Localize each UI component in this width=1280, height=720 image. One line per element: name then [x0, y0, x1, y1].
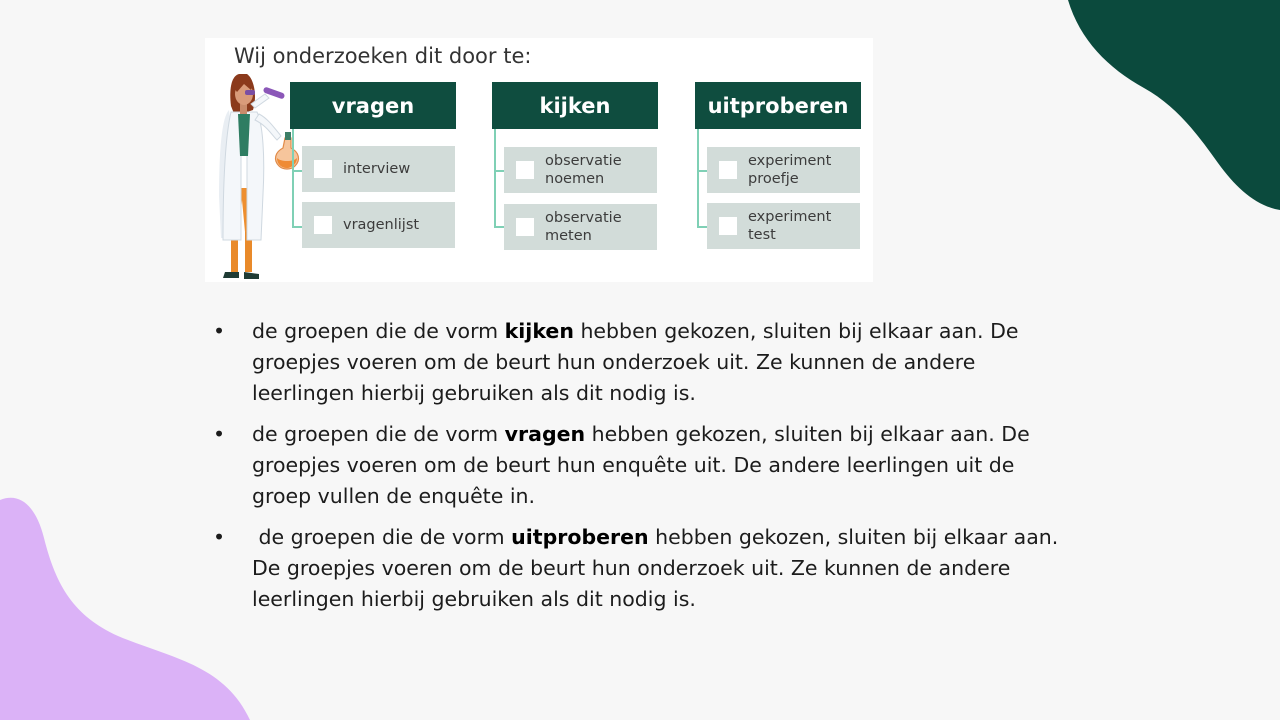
bullet-text-after: hebben gekozen, sluiten bij elkaar aan. De groepjes voeren om de beurt hun onderzoek uit. Ze kunnen de andere leerlingen hierbij gebruiken als dit nodig is.: [252, 525, 1059, 611]
bullet-marker: •: [213, 525, 226, 549]
bullet-keyword: vragen: [504, 422, 586, 446]
column-kijken: [492, 82, 658, 282]
option-label: observatie meten: [545, 210, 622, 244]
bullet-marker: •: [213, 319, 226, 343]
option-box-observatie-meten: [504, 204, 657, 250]
option-box-observatie-noemen: [504, 147, 657, 193]
column-header-kijken: kijken: [492, 82, 658, 129]
option-box-interview: [302, 146, 455, 192]
bullet-text-before: de groepen die de vorm: [252, 422, 505, 446]
option-label: interview: [343, 161, 411, 177]
infographic-panel: [205, 38, 873, 282]
column-header-vragen: vragen: [290, 82, 456, 129]
tree-connector: [292, 129, 302, 274]
checkbox[interactable]: [314, 216, 332, 234]
option-box-experiment-proefje: [707, 147, 860, 193]
checkbox[interactable]: [516, 161, 534, 179]
column-vragen: [290, 82, 456, 282]
column-uitproberen: [695, 82, 861, 282]
list-item: [210, 316, 1060, 409]
checkbox[interactable]: [516, 218, 534, 236]
bullet-text-before: de groepen die de vorm: [252, 319, 505, 343]
tree-connector: [494, 129, 504, 274]
bullet-keyword: uitproberen: [511, 525, 649, 549]
option-label: experiment proefje: [748, 153, 832, 187]
instruction-list: [210, 316, 1060, 625]
infographic-title: Wij onderzoeken dit door te:: [234, 44, 532, 68]
bullet-text-before: de groepen die de vorm: [252, 525, 512, 549]
option-label: vragenlijst: [343, 217, 420, 233]
tree-connector: [697, 129, 707, 274]
decorative-blob-green: [1068, 0, 1280, 212]
list-item: [210, 522, 1060, 615]
list-item: [210, 419, 1060, 512]
checkbox[interactable]: [719, 161, 737, 179]
checkbox[interactable]: [314, 160, 332, 178]
blob-green-shape: [1068, 0, 1280, 210]
bullet-keyword: kijken: [504, 319, 574, 343]
option-box-experiment-test: [707, 203, 860, 249]
bullet-text-after: hebben gekozen, sluiten bij elkaar aan. De groepjes voeren om de beurt hun onderzoek uit. Ze kunnen de andere leerlingen hierbij gebruiken als dit nodig is.: [252, 319, 1019, 405]
bullet-marker: •: [213, 422, 226, 446]
option-label: experiment test: [748, 209, 832, 243]
bullet-text-after: hebben gekozen, sluiten bij elkaar aan. De groepjes voeren om de beurt hun enquête uit. De andere leerlingen uit de groep vullen de enquête in.: [252, 422, 1030, 508]
option-label: observatie noemen: [545, 153, 622, 187]
option-box-vragenlijst: [302, 202, 455, 248]
checkbox[interactable]: [719, 217, 737, 235]
column-header-uitproberen: uitproberen: [695, 82, 861, 129]
